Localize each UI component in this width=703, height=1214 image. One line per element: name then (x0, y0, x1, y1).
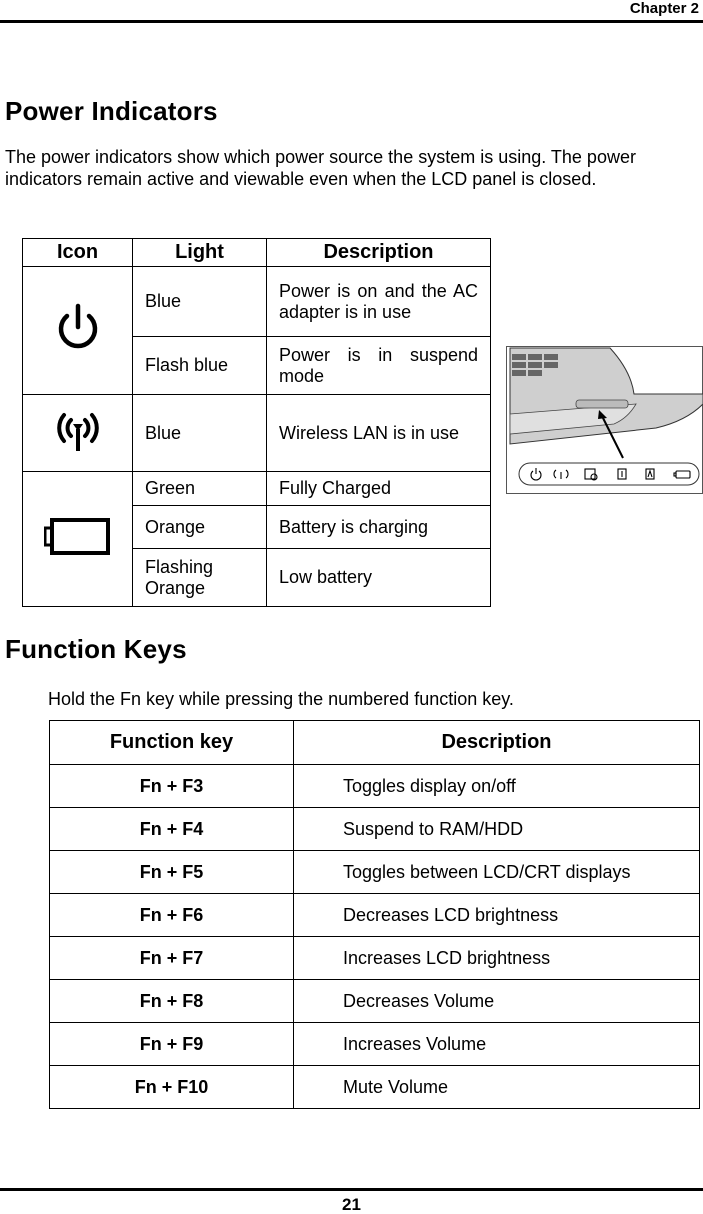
footer-rule (0, 1188, 703, 1191)
table-row (50, 937, 700, 980)
description-cell: Toggles display on/off (294, 765, 700, 808)
function-key-cell: Fn + F5 (50, 851, 294, 894)
table-row (50, 894, 700, 937)
wireless-icon (50, 407, 106, 455)
light-cell: Green (133, 472, 267, 506)
table-row (50, 980, 700, 1023)
function-key-cell: Fn + F8 (50, 980, 294, 1023)
power-icon-cell (23, 267, 133, 395)
description-cell: Decreases Volume (294, 980, 700, 1023)
description-cell: Toggles between LCD/CRT displays (294, 851, 700, 894)
description-cell: Fully Charged (267, 472, 491, 506)
light-cell: Blue (133, 395, 267, 472)
table-header-row (23, 239, 491, 267)
battery-icon-cell (23, 472, 133, 607)
table-header-row (50, 721, 700, 765)
function-keys-intro-text: Hold the Fn key while pressing the numbered function key. (48, 689, 514, 709)
function-key-cell: Fn + F10 (50, 1066, 294, 1109)
function-key-cell: Fn + F6 (50, 894, 294, 937)
description-cell: Power is on and the AC adapter is in use (267, 267, 491, 337)
laptop-indicator-illustration (506, 346, 703, 494)
function-key-cell: Fn + F7 (50, 937, 294, 980)
description-cell: Decreases LCD brightness (294, 894, 700, 937)
col-header-icon: Icon (23, 239, 133, 267)
description-cell: Increases Volume (294, 1023, 700, 1066)
col-header-function-key: Function key (50, 721, 294, 765)
power-intro-text: The power indicators show which power source the system is using. The power indicators remain active and viewable even when the LCD panel is closed. (5, 147, 636, 189)
chapter-label: Chapter 2 (629, 0, 699, 17)
description-cell: Increases LCD brightness (294, 937, 700, 980)
function-keys-heading: Function Keys (5, 634, 187, 664)
light-cell: Blue (133, 267, 267, 337)
power-indicators-heading: Power Indicators (5, 96, 218, 126)
header-rule (0, 20, 703, 23)
description-cell: Mute Volume (294, 1066, 700, 1109)
col-header-description: Description (267, 239, 491, 267)
light-cell: Orange (133, 506, 267, 549)
battery-icon (44, 517, 112, 557)
table-row (23, 395, 491, 472)
page-number: 21 (342, 1195, 361, 1214)
table-row (50, 1066, 700, 1109)
description-cell: Low battery (267, 549, 491, 607)
function-key-cell: Fn + F9 (50, 1023, 294, 1066)
table-row (50, 808, 700, 851)
table-row (23, 267, 491, 337)
function-key-cell: Fn + F3 (50, 765, 294, 808)
col-header-light: Light (133, 239, 267, 267)
description-cell: Suspend to RAM/HDD (294, 808, 700, 851)
description-cell: Power is in suspend mode (267, 337, 491, 395)
function-keys-table (49, 720, 700, 1109)
table-row (23, 472, 491, 506)
power-indicators-table (22, 238, 491, 607)
wireless-icon-cell (23, 395, 133, 472)
light-cell: Flash blue (133, 337, 267, 395)
description-cell: Battery is charging (267, 506, 491, 549)
power-icon (53, 302, 103, 354)
table-row (50, 851, 700, 894)
light-cell: Flashing Orange (133, 549, 267, 607)
function-key-cell: Fn + F4 (50, 808, 294, 851)
table-row (50, 1023, 700, 1066)
table-row (50, 765, 700, 808)
col-header-description: Description (294, 721, 700, 765)
description-cell: Wireless LAN is in use (267, 395, 491, 472)
